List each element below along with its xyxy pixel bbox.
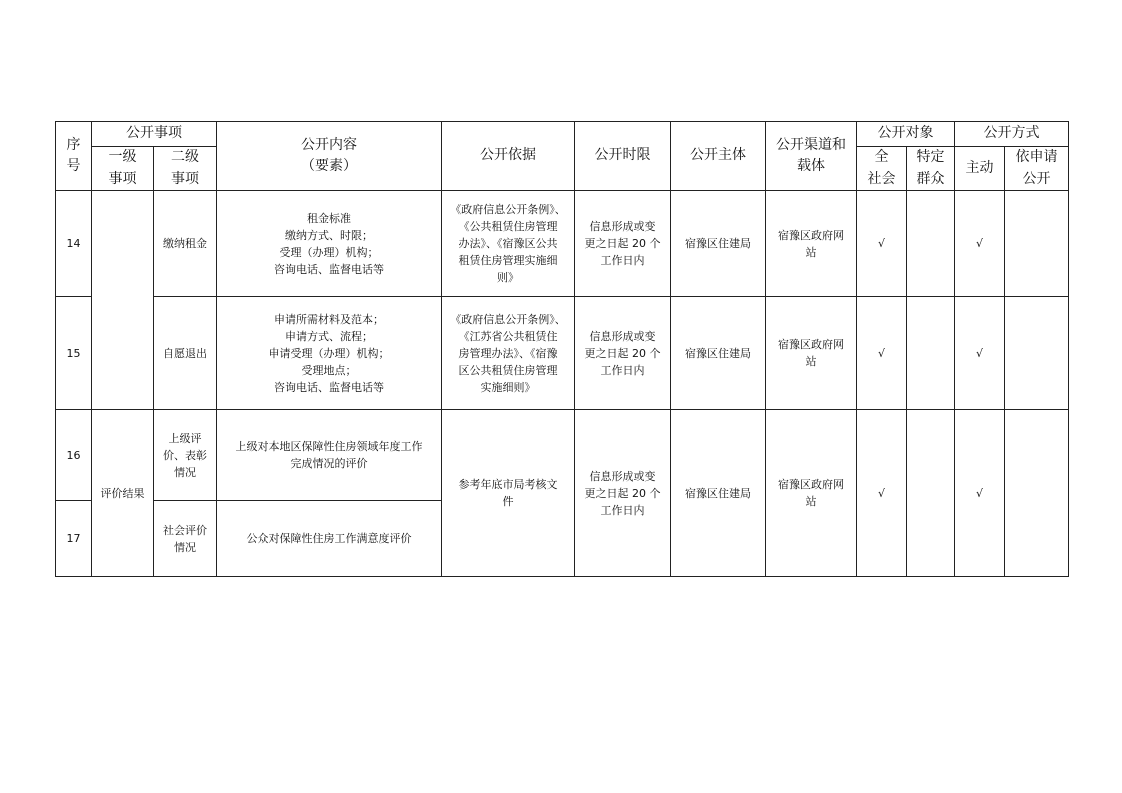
row-content: 公众对保障性住房工作满意度评价	[217, 501, 442, 577]
row-time-limit: 信息形成或变 更之日起 20 个 工作日内	[575, 297, 671, 410]
row-subject: 宿豫区住建局	[671, 297, 766, 410]
header-method: 公开方式	[955, 122, 1069, 147]
header-items: 公开事项	[92, 122, 217, 147]
row-channel: 宿豫区政府网 站	[766, 410, 857, 577]
row-active-check: √	[955, 191, 1005, 297]
row-content: 租金标准 缴纳方式、时限； 受理（办理）机构； 咨询电话、监督电话等	[217, 191, 442, 297]
header-seq: 序 号	[56, 122, 92, 191]
header-channel: 公开渠道和 载体	[766, 122, 857, 191]
row-level1: 评价结果	[92, 410, 154, 577]
row-basis: 《政府信息公开条例》、 《江苏省公共租赁住 房管理办法》、《宿豫 区公共租赁住房管理 实施细则》	[442, 297, 575, 410]
row-channel: 宿豫区政府网 站	[766, 191, 857, 297]
row-on-request	[1005, 191, 1069, 297]
row-content: 上级对本地区保障性住房领域年度工作 完成情况的评价	[217, 410, 442, 501]
row-all-society-check: √	[857, 191, 907, 297]
row-specific-group	[907, 410, 955, 577]
row-level2: 缴纳租金	[154, 191, 217, 297]
header-audience: 公开对象	[857, 122, 955, 147]
header-basis: 公开依据	[442, 122, 575, 191]
row-all-society-check: √	[857, 410, 907, 577]
header-specific-group: 特定 群众	[907, 147, 955, 191]
row-subject: 宿豫区住建局	[671, 410, 766, 577]
row-content: 申请所需材料及范本； 申请方式、流程； 申请受理（办理）机构； 受理地点； 咨询电话、监督电话等	[217, 297, 442, 410]
row-level1-empty	[92, 191, 154, 410]
table-row	[56, 410, 1069, 501]
row-all-society-check: √	[857, 297, 907, 410]
row-subject: 宿豫区住建局	[671, 191, 766, 297]
row-on-request	[1005, 410, 1069, 577]
row-basis: 《政府信息公开条例》、 《公共租赁住房管理 办法》、《宿豫区公共 租赁住房管理实施细 则》	[442, 191, 575, 297]
row-seq: 15	[56, 297, 92, 410]
row-level2: 上级评 价、表彰 情况	[154, 410, 217, 501]
header-all-society: 全 社会	[857, 147, 907, 191]
row-seq: 14	[56, 191, 92, 297]
row-on-request	[1005, 297, 1069, 410]
row-level2: 自愿退出	[154, 297, 217, 410]
row-channel: 宿豫区政府网 站	[766, 297, 857, 410]
header-active: 主动	[955, 147, 1005, 191]
header-level2: 二级 事项	[154, 147, 217, 191]
header-content: 公开内容 （要素）	[217, 122, 442, 191]
header-time-limit: 公开时限	[575, 122, 671, 191]
row-seq: 16	[56, 410, 92, 501]
header-subject: 公开主体	[671, 122, 766, 191]
table-row	[56, 297, 1069, 410]
row-time-limit: 信息形成或变 更之日起 20 个 工作日内	[575, 191, 671, 297]
row-basis: 参考年底市局考核文 件	[442, 410, 575, 577]
header-level1: 一级 事项	[92, 147, 154, 191]
row-level2: 社会评价 情况	[154, 501, 217, 577]
row-specific-group	[907, 297, 955, 410]
disclosure-table	[55, 121, 1069, 577]
header-on-request: 依申请 公开	[1005, 147, 1069, 191]
row-time-limit: 信息形成或变 更之日起 20 个 工作日内	[575, 410, 671, 577]
table-row	[56, 191, 1069, 297]
row-specific-group	[907, 191, 955, 297]
row-active-check: √	[955, 297, 1005, 410]
row-seq: 17	[56, 501, 92, 577]
row-active-check: √	[955, 410, 1005, 577]
